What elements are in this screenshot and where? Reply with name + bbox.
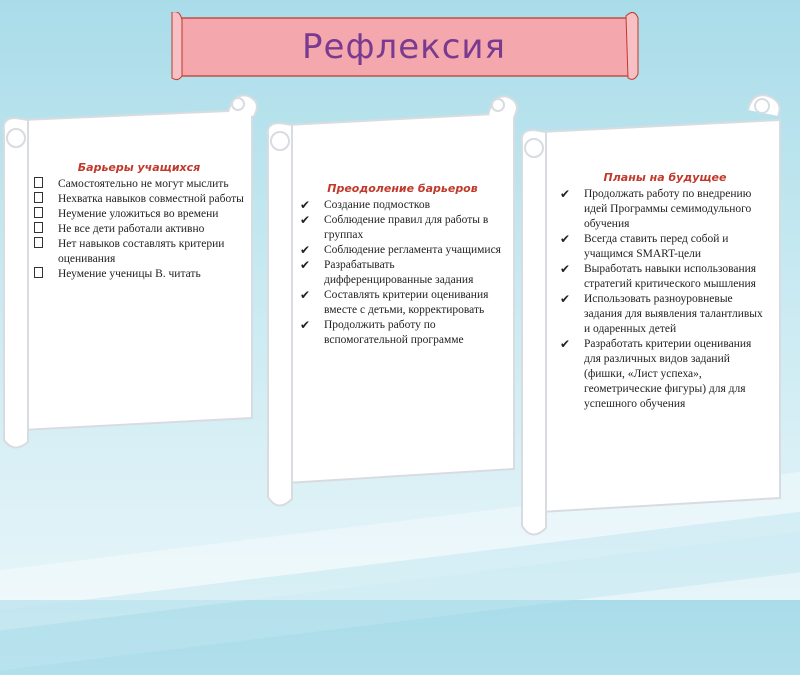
checkmark-icon: ✔ (300, 288, 311, 302)
list-item-text: Нехватка навыков совместной работы (58, 193, 244, 205)
checkmark-icon: ✔ (300, 258, 311, 272)
title-banner (168, 12, 640, 82)
list-item-text: Не все дети работали активно (58, 223, 205, 235)
list-item (300, 288, 505, 318)
list-item-text: Составлять критерии оценивания вместе с детьми, корректировать (324, 289, 489, 316)
list-item-text: Нет навыков составлять критерии оценивания (58, 238, 225, 265)
list-item (300, 213, 505, 243)
scroll-barriers (0, 90, 262, 460)
list-item-text: Продолжить работу по вспомогательной программе (324, 319, 464, 346)
list-item (34, 222, 244, 237)
list-item (560, 292, 770, 337)
list-item (560, 232, 770, 262)
column-plans (560, 170, 770, 412)
list-item (34, 192, 244, 207)
checkmark-icon: ✔ (560, 337, 571, 351)
scroll-overcoming (262, 85, 524, 525)
list-item-text: Продолжать работу по внедрению идей Программы семимодульного обучения (584, 188, 752, 230)
list-item-text: Использовать разноуровневые задания для выявления талантливых и одаренных детей (584, 293, 763, 335)
checkmark-icon: ✔ (560, 232, 571, 246)
page-title: Рефлексия (302, 27, 506, 67)
checkmark-icon: ✔ (560, 187, 571, 201)
list-item (34, 177, 244, 192)
column-overcoming (300, 181, 505, 348)
list-item-text: Неумение ученицы В. читать (58, 268, 201, 280)
column-heading: Планы на будущее (603, 171, 727, 184)
checkmark-icon: ✔ (300, 213, 311, 227)
list-item-text: Создание подмостков (324, 199, 431, 211)
list-item-text: Разработать критерии оценивания для различных видов заданий (фишки, «Лист успеха», геометрические фигуры) для для успешного обучения (584, 338, 752, 410)
list-item (300, 318, 505, 348)
list-item-text: Соблюдение правил для работы в группах (324, 214, 489, 241)
column-barriers (34, 160, 244, 282)
list-item (560, 337, 770, 412)
list-item (560, 262, 770, 292)
list-item-text: Выработать навыки использования стратегий критического мышления (584, 263, 757, 290)
plans-list (560, 187, 770, 412)
checkmark-icon: ✔ (300, 198, 311, 212)
list-item-text: Разрабатывать дифференцированные задания (324, 259, 474, 286)
list-item (34, 207, 244, 222)
list-item (34, 237, 244, 267)
list-item-text: Соблюдение регламента учащимися (324, 244, 501, 256)
list-item (300, 258, 505, 288)
barriers-list (34, 177, 244, 282)
list-item-text: Всегда ставить перед собой и учащимся SMART-цели (584, 233, 729, 260)
overcoming-list (300, 198, 505, 348)
list-item (560, 187, 770, 232)
checkmark-icon: ✔ (560, 262, 571, 276)
list-item (300, 243, 505, 258)
column-heading: Преодоление барьеров (327, 182, 478, 195)
list-item (34, 267, 244, 282)
checkmark-icon: ✔ (560, 292, 571, 306)
scroll-plans (516, 92, 788, 542)
list-item-text: Самостоятельно не могут мыслить (58, 178, 229, 190)
checkmark-icon: ✔ (300, 318, 311, 332)
list-item-text: Неумение уложиться во времени (58, 208, 219, 220)
list-item (300, 198, 505, 213)
column-heading: Барьеры учащихся (77, 161, 201, 174)
checkmark-icon: ✔ (300, 243, 311, 257)
